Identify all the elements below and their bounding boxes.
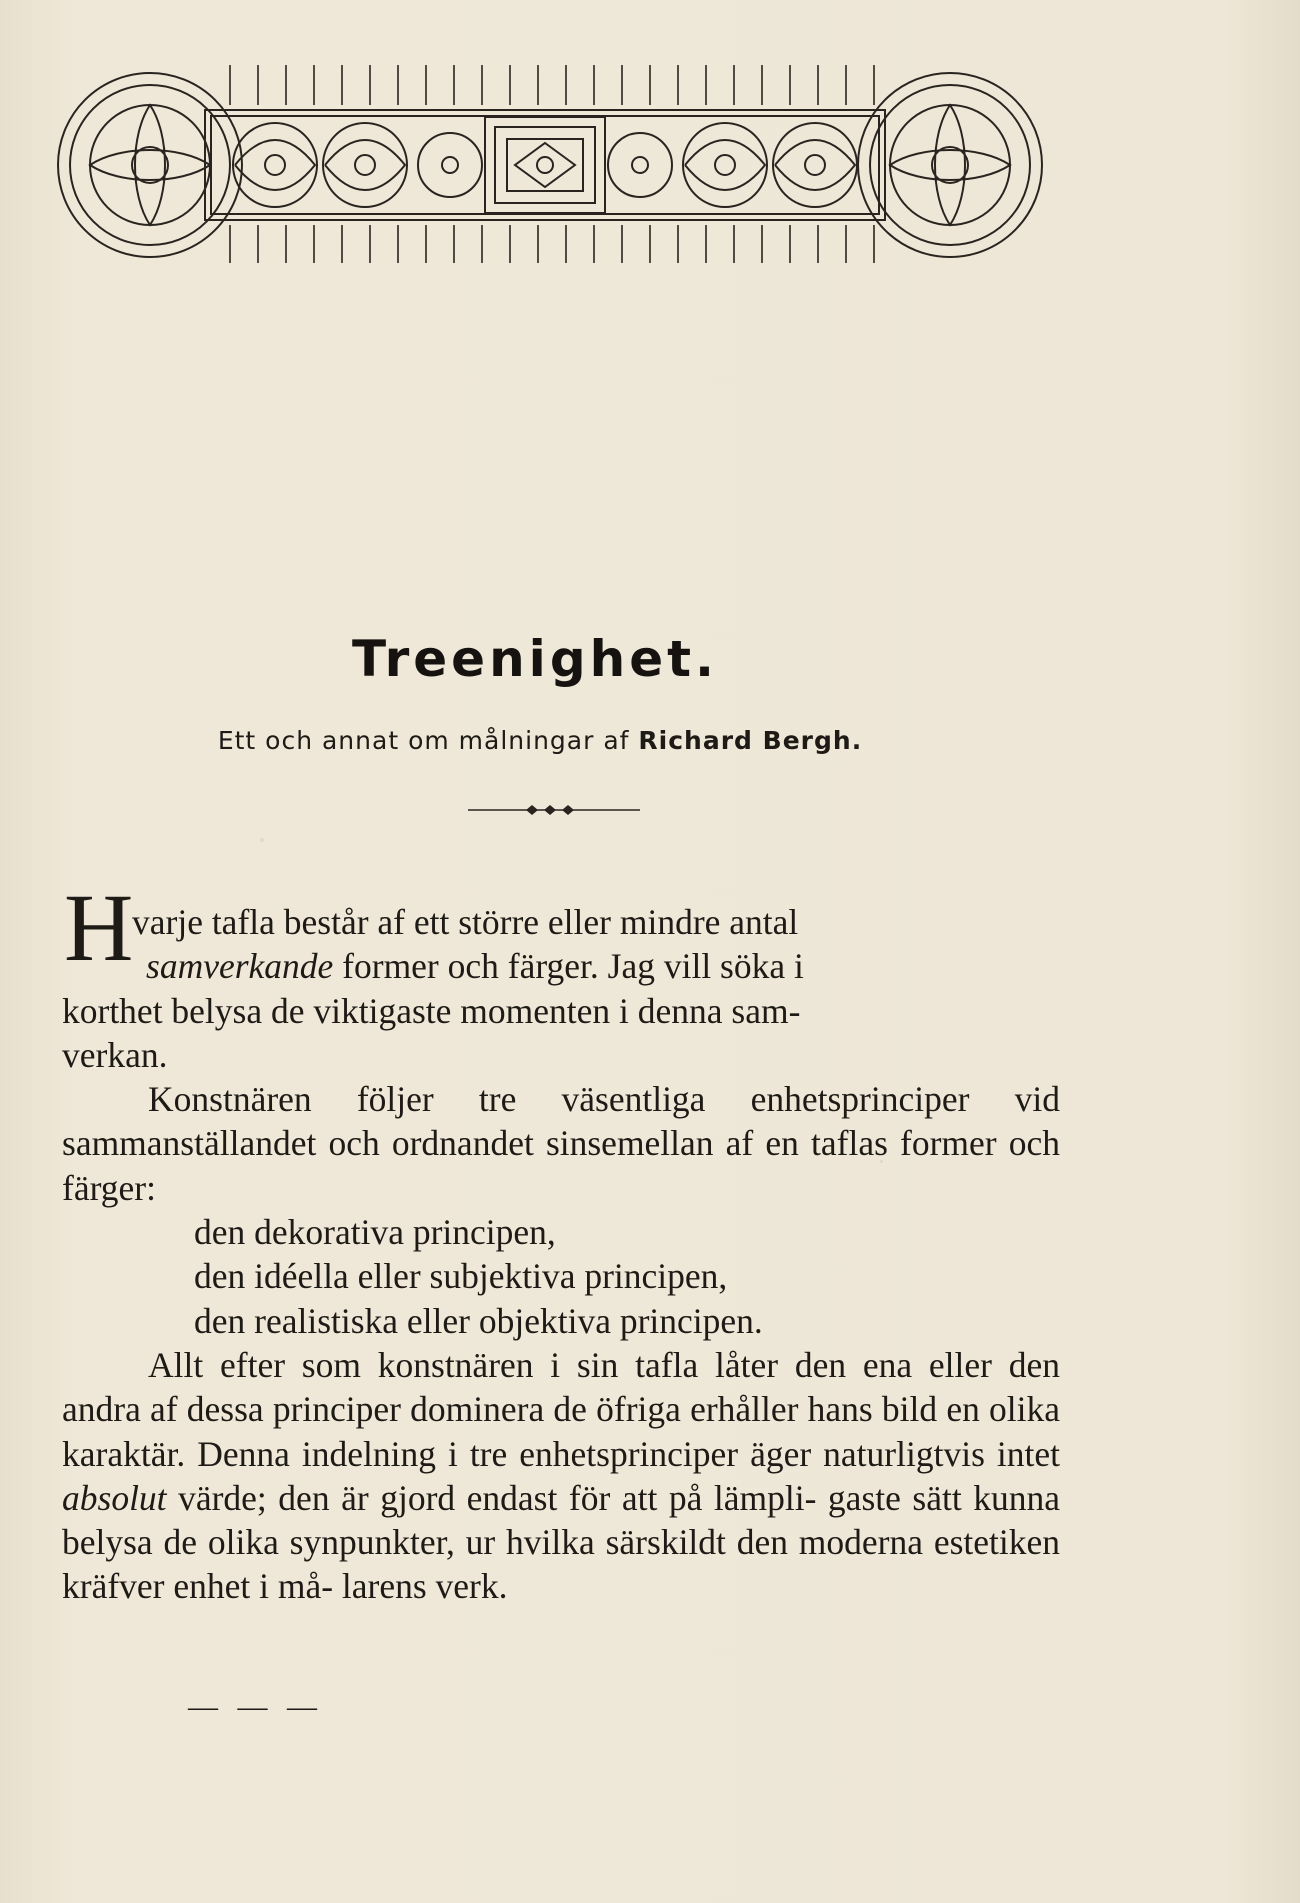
third-paragraph-end: värde; den är gjord endast för att på lämpli- gaste sätt kunna belysa de olika synpunkter, ur hvilka särskildt den moderna estetiken kräfver enhet i må- larens verk. bbox=[62, 1477, 1060, 1607]
italic-word-absolut: absolut bbox=[62, 1477, 167, 1518]
fourth-line: verkan. bbox=[62, 1034, 168, 1075]
second-line: former och färger. Jag vill söka i bbox=[342, 946, 804, 987]
third-paragraph bbox=[62, 1343, 1060, 1609]
subtitle bbox=[0, 726, 1190, 755]
principle-item: den realistiska eller objektiva principen. bbox=[194, 1300, 763, 1341]
drop-cap-ornament bbox=[62, 874, 134, 981]
subtitle-author: Richard Bergh. bbox=[638, 726, 863, 755]
first-paragraph bbox=[62, 874, 1060, 989]
first-line: varje tafla består af ett större eller mindre antal bbox=[132, 902, 799, 942]
italic-word: samverkande bbox=[146, 946, 334, 987]
principle-item: den idéella eller subjektiva principen, bbox=[194, 1256, 728, 1297]
drop-cap-letter: H bbox=[64, 874, 134, 981]
second-paragraph: Konstnären följer tre väsentliga enhetsprinciper vid sammanställandet och ordnandet sinsemellan af en taflas former och färger: bbox=[62, 1079, 1060, 1208]
paper-speck bbox=[260, 838, 264, 842]
ending-dashes: — — — bbox=[188, 1690, 323, 1723]
article-body bbox=[62, 874, 1060, 1609]
decorative-header-ornament bbox=[55, 55, 1045, 270]
first-paragraph-cont bbox=[62, 989, 1060, 1078]
page-title: Treenighet. bbox=[351, 630, 719, 688]
third-line: korthet belysa de viktigaste momenten i denna sam- bbox=[62, 990, 801, 1031]
decorative-divider bbox=[468, 802, 640, 818]
subtitle-prefix: Ett och annat om målningar af bbox=[217, 726, 630, 755]
paper-speck bbox=[880, 1160, 883, 1163]
principle-item: den dekorativa principen, bbox=[194, 1212, 556, 1253]
third-paragraph-start: Allt efter som konstnären i sin tafla låter den ena eller den andra af dessa principer dominera de öfriga erhåller hans bild en olika karaktär. Denna indelning i tre enhetsprinciper äger naturligtvis intet bbox=[62, 1344, 1060, 1474]
